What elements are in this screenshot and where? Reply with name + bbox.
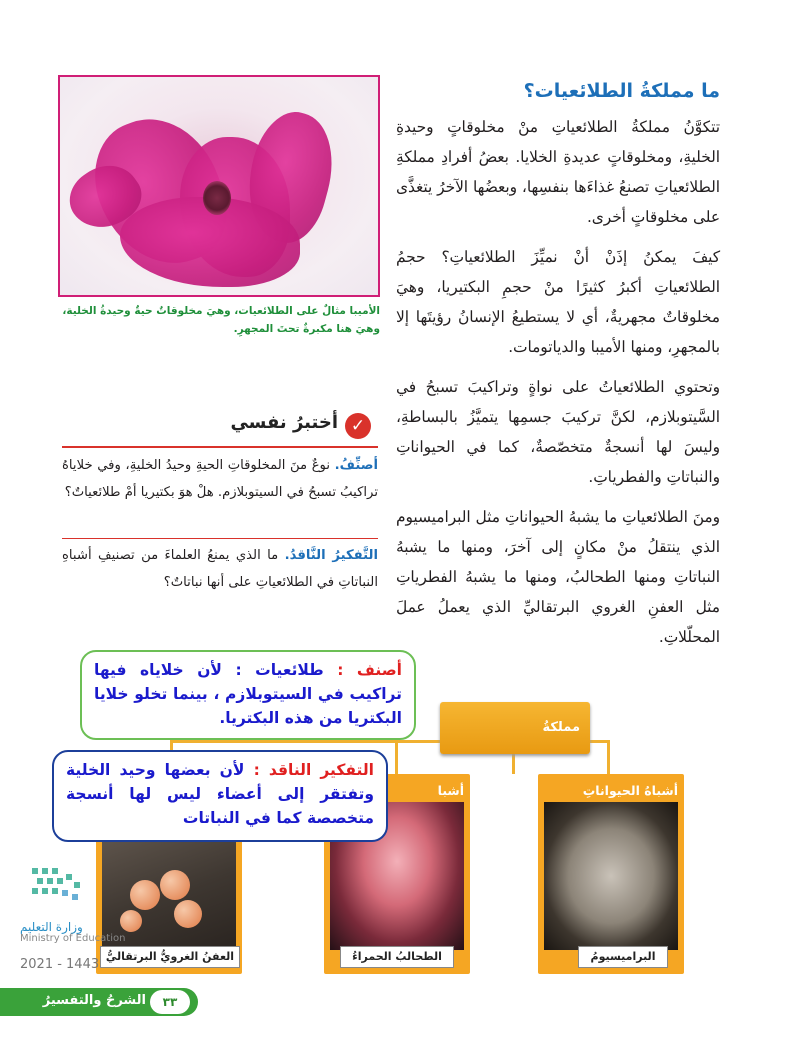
card-animal-like: [538, 774, 684, 974]
page-number: ٣٣: [150, 990, 190, 1014]
answer-text: طلائعيات : لأن خلاياه فيها تراكيب في السيتوبلازم ، بينما تخلو خلايا البكتريا من هذه البكتريا.: [94, 661, 402, 727]
divider: [62, 446, 378, 448]
question-text: ما الذي يمنعُ العلماءَ من تصنيفِ أشباهِ النباتاتِ في الطلائعياتِ على أنها نباتاتٌ؟: [62, 548, 378, 590]
card-header: أشباهُ الحيواناتِ: [582, 783, 678, 798]
paragraph: ومنَ الطلائعياتِ ما يشبهُ الحيواناتِ مثل البراميسيوم الذي ينتقلُ منْ مكانٍ إلى آخرَ، ومنها ما يشبهُ النباتاتِ ومنها الطحالبُ، ومنها ما يشبهُ الفطرياتِ مثل العفنِ الغروي البرتقاليِّ الذي يعملُ عملَ المحلّلاتِ.: [396, 508, 720, 646]
paragraph: تتكوَّنُ مملكةُ الطلائعياتِ منْ مخلوقاتٍ وحيدةِ الخليةِ، ومخلوقاتٍ عديدةِ الخلايا. بعضُ أفرادِ مملكةِ الطلائعياتِ تصنعُ غذاءَها بنفسِها، وبعضُها الآخرُ يتغذَّى على مخلوقاتٍ أخرى.: [396, 118, 720, 226]
paramecium-image: [544, 802, 678, 950]
question-critical-thinking: [62, 542, 378, 596]
question-classify: [62, 452, 378, 506]
amoeba-photo: [58, 75, 380, 297]
divider: [62, 538, 378, 539]
ministry-name-arabic: وزارة التعليم: [20, 920, 83, 934]
connector-line: [512, 754, 515, 774]
question-text: نوعٌ منَ المخلوقاتِ الحيةِ وحيدُ الخليةِ، وفي خلاياهُ تراكيبُ تسبحُ في السيتوبلازم. هلْ هوَ بكتيريا أمْ طلائعياتٌ؟: [62, 458, 378, 500]
card-caption: البراميسيومُ: [578, 946, 668, 968]
card-caption: العفنُ الغرويُّ البرتقاليُّ: [100, 946, 240, 968]
ministry-logo-icon: [22, 860, 102, 920]
answer-label: أصنف :: [337, 661, 402, 679]
kingdom-hub-label: مملكةُ: [542, 720, 580, 735]
answer-box-classify: [80, 650, 416, 740]
answer-label: التفكير الناقد :: [253, 761, 374, 779]
question-label: التَّفكيرُ النَّاقدُ.: [284, 548, 378, 563]
paragraph: وتحتوي الطلائعياتُ على نواةٍ وتراكيبَ تسبحُ في السَّيتوبلازم، لكنَّ تركيبَ جسمِها يتميَّزُ بالبساطةِ، وليسَ لها أنسجةٌ متخصّصةٌ، كما في الحيواناتِ والنباتاتِ والفطرياتِ.: [396, 378, 720, 486]
answer-box-critical: [52, 750, 388, 842]
ministry-year: 2021 - 1443: [20, 957, 100, 972]
question-label: أصنِّفُ.: [334, 458, 378, 473]
answer-text: لأن بعضها وحيد الخلية وتفتقر إلى أعضاء ليس لها أنسجة متخصصة كما في النباتات: [66, 761, 374, 827]
ministry-name-english: Ministry of Education: [20, 933, 126, 944]
connector-line: [395, 740, 398, 774]
body-text: [396, 112, 720, 662]
self-test-title: أختبرُ نفسي: [230, 412, 338, 433]
card-caption: الطحالبُ الحمراءُ: [340, 946, 454, 968]
footer-section-title: الشرحُ والتفسيرُ: [42, 993, 146, 1008]
paragraph: كيفَ يمكنُ إذَنْ أنْ نميِّزَ الطلائعياتِ؟ حجمُ الطلائعياتِ أكبرُ كثيرًا منْ حجمِ البكتيريا، وهيَ مخلوقاتٌ مجهريةٌ، أي لا يستطيعُ الإنسانُ رؤيتَها إلا بالمجهرِ، ومنها الأميبا والدياتومات.: [396, 248, 720, 356]
caption-line: وهيَ هنا مكبرةٌ تحتَ المجهرِ.: [233, 323, 380, 335]
connector-line: [607, 740, 610, 774]
caption-line: الأميبا مثالٌ على الطلائعيات، وهيَ مخلوقاتٌ حيةٌ وحيدةُ الخلية،: [62, 305, 380, 317]
ministry-name: [20, 922, 140, 944]
section-heading: ما مملكةُ الطلائعيات؟: [523, 80, 720, 102]
nucleus-shape: [203, 181, 231, 215]
checkmark-icon: ✓: [345, 413, 371, 439]
photo-caption: [58, 302, 380, 338]
card-header: أشبا: [437, 783, 464, 798]
